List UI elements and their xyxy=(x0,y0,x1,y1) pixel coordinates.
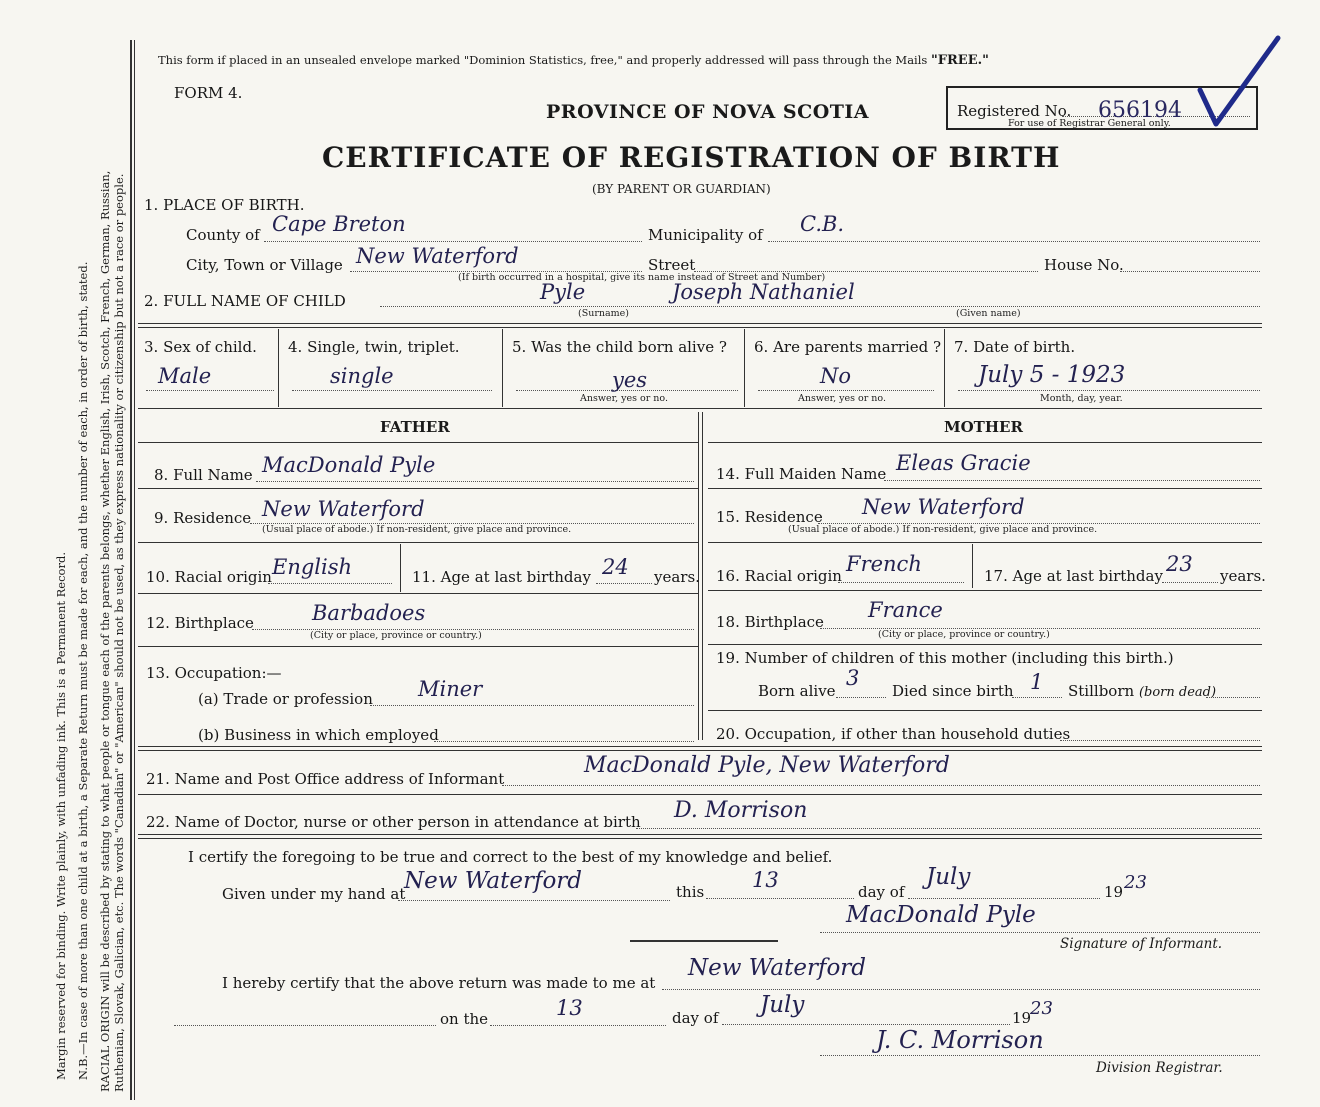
stillborn-label: Stillborn (born dead) xyxy=(1068,682,1217,700)
mother-name-value: Eleas Gracie xyxy=(896,451,1031,475)
father-residence-value: New Waterford xyxy=(262,497,425,521)
hospital-note: (If birth occurred in a hospital, give its name instead of Street and Number) xyxy=(458,272,826,283)
mother-racial-line xyxy=(838,582,964,583)
plurality-label: 4. Single, twin, triplet. xyxy=(288,338,460,356)
margin-note-multiple-births: N.B.—In case of more than one child at a birth, a Separate Return must be made for each, and the number of each, in order of birth, stated. xyxy=(76,261,90,1080)
father-trade-label: (a) Trade or profession xyxy=(198,690,373,708)
given-under-label: Given under my hand at xyxy=(222,885,406,903)
mother-birthplace-caption: (City or place, province or country.) xyxy=(878,629,1050,640)
rule-father-birthplace xyxy=(138,646,698,647)
father-birthplace-value: Barbadoes xyxy=(312,601,426,625)
rule-father-name xyxy=(138,488,698,489)
father-name-value: MacDonald Pyle xyxy=(262,453,436,477)
municipality-label: Municipality of xyxy=(648,226,763,244)
given-year-value: 23 xyxy=(1124,872,1147,893)
doctor-label: 22. Name of Doctor, nurse or other person in attendance at birth xyxy=(146,813,641,831)
father-racial-label: 10. Racial origin xyxy=(146,568,272,586)
mother-racial-value: French xyxy=(846,552,922,576)
postal-note: This form if placed in an unsealed envelope marked "Dominion Statistics, free," and properly addressed will pass through the Mails "FREE." xyxy=(158,53,989,68)
doctor-line xyxy=(636,828,1260,829)
registrar-year-prefix: 19 xyxy=(1012,1009,1032,1027)
father-name-label: 8. Full Name xyxy=(154,466,253,484)
born-alive-caption: Answer, yes or no. xyxy=(580,393,669,404)
form-number: FORM 4. xyxy=(174,84,243,102)
given-day-line xyxy=(706,898,854,899)
plurality-line xyxy=(292,390,492,391)
registrar-month-line xyxy=(722,1024,1010,1025)
father-age-value: 24 xyxy=(602,555,629,579)
died-since-birth-line xyxy=(1012,697,1062,698)
municipality-value: C.B. xyxy=(800,212,845,236)
father-heading: FATHER xyxy=(380,418,450,436)
registrar-day-line xyxy=(490,1025,666,1026)
father-racial-value: English xyxy=(272,555,353,579)
certificate-subtitle: (BY PARENT OR GUARDIAN) xyxy=(592,182,771,196)
rule-mother-heading xyxy=(708,442,1262,443)
died-since-birth-value: 1 xyxy=(1030,670,1044,694)
registrar-year-value: 23 xyxy=(1030,998,1053,1019)
province-heading: PROVINCE OF NOVA SCOTIA xyxy=(546,101,870,123)
father-age-line xyxy=(596,583,652,584)
mother-name-label: 14. Full Maiden Name xyxy=(716,465,887,483)
margin-note-racial-origin-2: Ruthenian, Slovak, Galician, etc. The words "Canadian" or "American" should not be used, as they express nationality or citizenship but not a race or people. xyxy=(112,173,126,1092)
child-surname-value: Pyle xyxy=(540,280,586,304)
mother-birthplace-label: 18. Birthplace xyxy=(716,613,824,631)
county-line xyxy=(264,241,642,242)
margin-rule-inner xyxy=(134,40,135,1100)
registrar-signature-caption: Division Registrar. xyxy=(1096,1060,1223,1076)
given-month-line xyxy=(908,898,1100,899)
rule-mother-birthplace xyxy=(708,644,1262,645)
given-year-prefix: 19 xyxy=(1104,883,1124,901)
margin-note-racial-origin-1: RACIAL ORIGIN will be described by stating to what people or tongue each of the parents belongs, whether English, Irish, Scotch, French, German, Russian, xyxy=(98,170,112,1092)
given-place-value: New Waterford xyxy=(404,868,583,894)
rule-after-doctor xyxy=(138,834,1262,839)
divider-4-5 xyxy=(502,329,503,407)
rule-children xyxy=(708,710,1262,711)
informant-signature-line xyxy=(820,932,1260,933)
mother-age-value: 23 xyxy=(1166,552,1193,576)
city-value: New Waterford xyxy=(356,244,519,268)
born-alive-count-label: Born alive xyxy=(758,682,836,700)
registrar-signature: J. C. Morrison xyxy=(876,1026,1044,1054)
rule-after-child xyxy=(138,323,1262,328)
born-alive-value: yes xyxy=(612,368,648,392)
registrar-place-value: New Waterford xyxy=(688,955,867,981)
registrar-place-line xyxy=(662,989,1260,990)
date-of-birth-line xyxy=(958,390,1260,391)
registrar-statement: I hereby certify that the above return was made to me at xyxy=(222,974,656,992)
divider-3-4 xyxy=(278,329,279,407)
given-name-caption: (Given name) xyxy=(956,308,1021,319)
mother-occupation-label: 20. Occupation, if other than household duties xyxy=(716,725,1071,743)
mother-residence-label: 15. Residence xyxy=(716,508,823,526)
rule-after-parents xyxy=(138,746,1262,751)
informant-signature-caption: Signature of Informant. xyxy=(1060,936,1223,952)
father-birthplace-caption: (City or place, province or country.) xyxy=(310,630,482,641)
mother-name-line xyxy=(884,480,1260,481)
father-residence-caption: (Usual place of abode.) If non-resident, give place and province. xyxy=(262,524,572,535)
rule-mother-age xyxy=(708,590,1262,591)
parents-married-label: 6. Are parents married ? xyxy=(754,338,942,356)
parents-married-caption: Answer, yes or no. xyxy=(798,393,887,404)
father-trade-value: Miner xyxy=(418,677,483,701)
divider-10-11 xyxy=(400,544,401,592)
registrar-day-of-label: day of xyxy=(672,1009,719,1027)
sex-line xyxy=(146,390,274,391)
registrar-month-value: July xyxy=(760,992,805,1018)
rule-mother-name xyxy=(708,488,1262,489)
margin-note-binding: Margin reserved for binding. Write plainly, with unfading ink. This is a Permanent Record. xyxy=(54,552,68,1080)
mother-racial-label: 16. Racial origin xyxy=(716,567,842,585)
rule-after-row3 xyxy=(138,408,1262,409)
plurality-value: single xyxy=(330,364,394,388)
died-since-birth-label: Died since birth xyxy=(892,682,1014,700)
date-of-birth-value: July 5 - 1923 xyxy=(978,362,1126,388)
father-occupation-label: 13. Occupation:— xyxy=(146,664,282,682)
father-residence-label: 9. Residence xyxy=(154,509,252,527)
county-value: Cape Breton xyxy=(272,212,406,236)
given-day-value: 13 xyxy=(752,868,779,892)
father-age-label: 11. Age at last birthday xyxy=(412,568,591,586)
given-place-line xyxy=(398,900,670,901)
mother-age-unit: years. xyxy=(1220,567,1266,585)
date-of-birth-label: 7. Date of birth. xyxy=(954,338,1076,356)
father-name-line xyxy=(256,481,694,482)
father-business-label: (b) Business in which employed xyxy=(198,726,439,744)
registered-label: Registered No. xyxy=(957,102,1072,120)
rule-mother-residence xyxy=(708,542,1262,543)
certify-statement: I certify the foregoing to be true and correct to the best of my knowledge and belief. xyxy=(188,848,833,866)
father-business-line xyxy=(434,741,694,742)
rule-informant xyxy=(138,794,1262,795)
municipality-line xyxy=(768,241,1260,242)
rule-father-heading xyxy=(138,442,698,443)
surname-caption: (Surname) xyxy=(578,308,629,319)
certificate-title: CERTIFICATE OF REGISTRATION OF BIRTH xyxy=(322,141,1061,174)
born-alive-label: 5. Was the child born alive ? xyxy=(512,338,727,356)
stillborn-line xyxy=(1206,697,1260,698)
informant-line xyxy=(502,785,1260,786)
doctor-value: D. Morrison xyxy=(674,798,808,823)
child-name-line xyxy=(380,306,1260,307)
separator-short-rule xyxy=(630,940,778,942)
rule-father-residence xyxy=(138,542,698,543)
registrar-note: For use of Registrar General only. xyxy=(1008,118,1171,129)
informant-value: MacDonald Pyle, New Waterford xyxy=(584,753,950,778)
on-the-label: on the xyxy=(440,1010,489,1028)
checkmark-icon xyxy=(1190,34,1290,134)
sex-value: Male xyxy=(158,364,212,388)
father-trade-line xyxy=(370,705,694,706)
divider-5-6 xyxy=(744,329,745,407)
house-number-label: House No. xyxy=(1044,256,1124,274)
county-label: County of xyxy=(186,226,260,244)
mother-residence-caption: (Usual place of abode.) If non-resident, give place and province. xyxy=(788,524,1098,535)
child-name-label: 2. FULL NAME OF CHILD xyxy=(144,292,346,310)
mother-age-label: 17. Age at last birthday xyxy=(984,567,1163,585)
born-alive-count-line xyxy=(836,697,886,698)
mother-residence-value: New Waterford xyxy=(862,495,1025,519)
born-alive-count-value: 3 xyxy=(846,666,860,690)
parents-married-line xyxy=(758,390,934,391)
mother-birthplace-value: France xyxy=(868,598,943,622)
margin-rule xyxy=(130,40,132,1100)
father-age-unit: years. xyxy=(654,568,700,586)
this-label: this xyxy=(676,883,705,901)
informant-label: 21. Name and Post Office address of Informant xyxy=(146,770,505,788)
city-label: City, Town or Village xyxy=(186,256,343,274)
father-racial-line xyxy=(268,583,392,584)
street-label: Street xyxy=(648,256,696,274)
mother-heading: MOTHER xyxy=(944,418,1023,436)
sex-label: 3. Sex of child. xyxy=(144,338,257,356)
mother-occupation-line xyxy=(1060,740,1260,741)
divider-16-17 xyxy=(972,544,973,588)
registrar-day-value: 13 xyxy=(556,996,583,1020)
father-birthplace-label: 12. Birthplace xyxy=(146,614,254,632)
house-number-line xyxy=(1120,271,1260,272)
parents-married-value: No xyxy=(820,364,852,388)
mother-age-line xyxy=(1162,582,1218,583)
informant-signature: MacDonald Pyle xyxy=(846,902,1036,928)
registrar-signature-line xyxy=(820,1055,1260,1056)
place-of-birth-heading: 1. PLACE OF BIRTH. xyxy=(144,196,305,214)
child-given-value: Joseph Nathaniel xyxy=(672,280,855,304)
rule-father-age xyxy=(138,593,698,594)
registered-number: 656194 xyxy=(1098,98,1182,123)
given-day-of-label: day of xyxy=(858,883,905,901)
children-count-label: 19. Number of children of this mother (including this birth.) xyxy=(716,649,1174,667)
registrar-leading-line xyxy=(174,1025,436,1026)
given-month-value: July xyxy=(926,864,971,890)
date-of-birth-caption: Month, day, year. xyxy=(1040,393,1123,404)
divider-6-7 xyxy=(944,329,945,407)
